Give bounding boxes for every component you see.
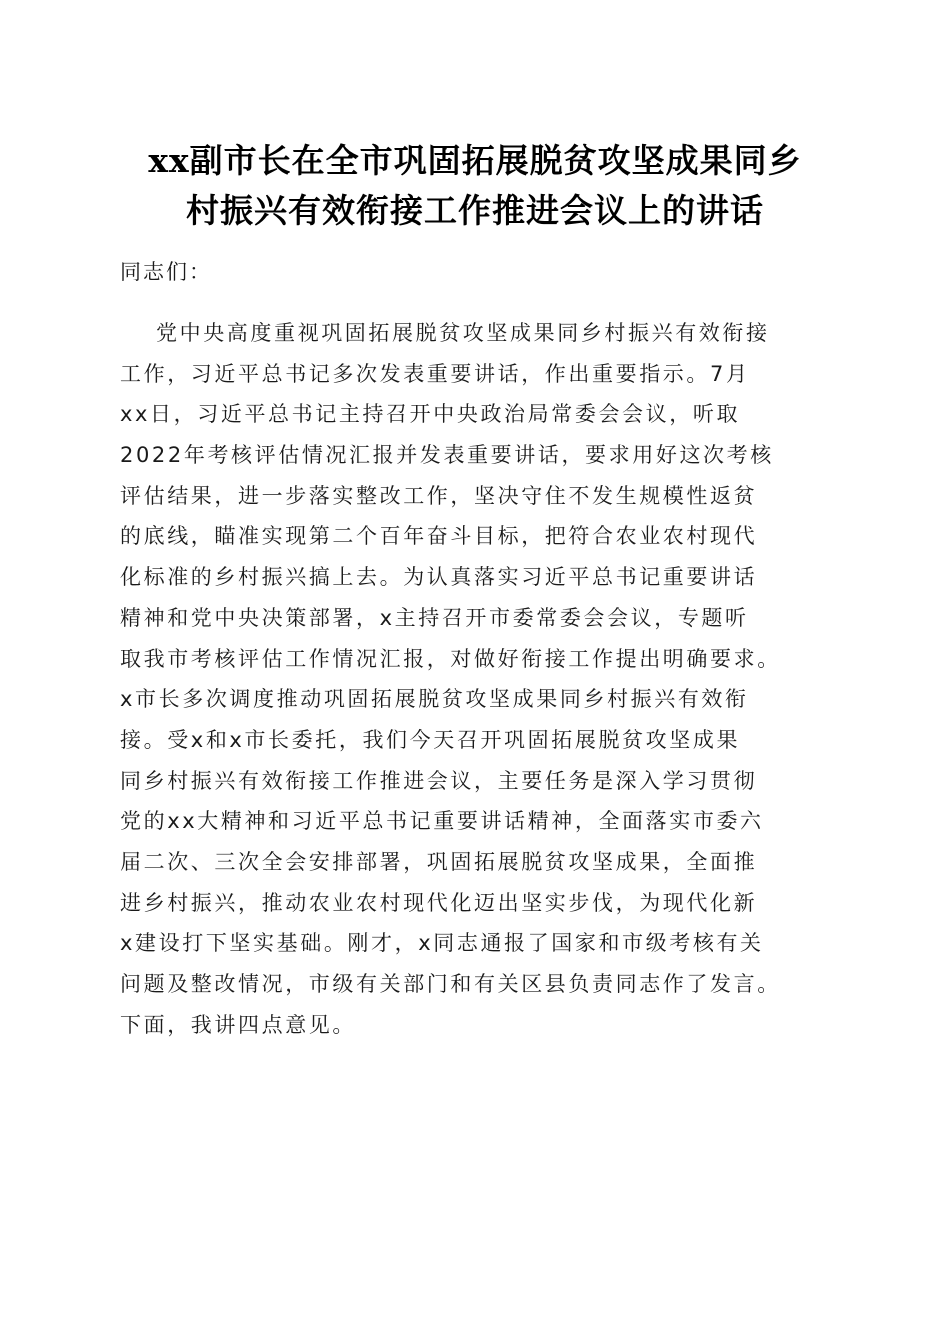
paragraph-line: 的底线，瞄准实现第二个百年奋斗目标，把符合农业农村现代	[120, 524, 758, 549]
greeting: 同志们：	[120, 260, 212, 284]
paragraph-line: 进乡村振兴，推动农业农村现代化迈出坚实步伐，为现代化新	[120, 890, 758, 915]
paragraph-line: 精神和党中央决策部署，x主持召开市委常委会会议，专题听	[120, 605, 749, 630]
paragraph-line: 取我市考核评估工作情况汇报，对做好衔接工作提出明确要求。	[120, 646, 781, 671]
paragraph-line: 问题及整改情况，市级有关部门和有关区县负责同志作了发言。	[120, 972, 781, 996]
title-line-2: 村振兴有效衔接工作推进会议上的讲话	[186, 191, 764, 230]
paragraph-line: 下面，我讲四点意见。	[120, 1012, 356, 1037]
paragraph-line: x建设打下坚实基础。刚才，x同志通报了国家和市级考核有关	[120, 931, 764, 956]
document-title	[110, 136, 840, 236]
paragraph-line: xx日，习近平总书记主持召开中央政治局常委会会议，听取	[120, 402, 741, 427]
paragraph-line: 评估结果，进一步落实整改工作，坚决守住不发生规模性返贫	[120, 483, 758, 508]
paragraph-line: 党的xx大精神和习近平总书记重要讲话精神，全面落实市委六	[120, 809, 764, 834]
paragraph-line: 届二次、三次全会安排部署，巩固拓展脱贫攻坚成果，全面推	[120, 849, 758, 874]
paragraph-line: 同乡村振兴有效衔接工作推进会议，主要任务是深入学习贯彻	[120, 768, 758, 793]
paragraph-line: 工作，习近平总书记多次发表重要讲话，作出重要指示。7月	[120, 361, 750, 386]
title-line-1: xx副市长在全市巩固拓展脱贫攻坚成果同乡	[148, 141, 802, 180]
paragraph-line: 化标准的乡村振兴搞上去。为认真落实习近平总书记重要讲话	[120, 565, 758, 590]
paragraph-line: 接。受x和x市长委托，我们今天召开巩固拓展脱贫攻坚成果	[120, 727, 741, 752]
paragraph-line: 党中央高度重视巩固拓展脱贫攻坚成果同乡村振兴有效衔接	[156, 321, 770, 345]
paragraph-line: x市长多次调度推动巩固拓展脱贫攻坚成果同乡村振兴有效衔	[120, 687, 749, 712]
body-paragraph	[120, 313, 850, 1045]
paragraph-line: 2022年考核评估情况汇报并发表重要讲话，要求用好这次考核	[120, 443, 774, 468]
